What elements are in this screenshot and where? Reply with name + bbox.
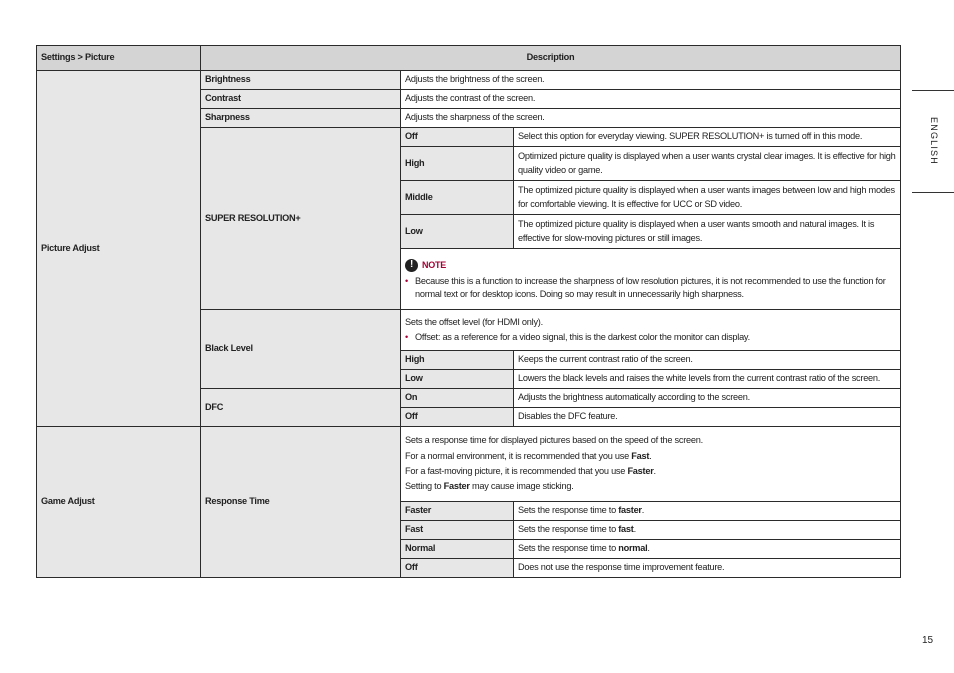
- black-level-bullet: • Offset: as a reference for a video signal, this is the darkest color the monitor can display.: [405, 331, 896, 344]
- note-box: [401, 249, 901, 310]
- language-label: ENGLISH: [929, 117, 939, 165]
- group-label-game-adjust: Game Adjust: [37, 427, 201, 578]
- option-label-dfc-off: Off: [401, 408, 514, 427]
- note-heading: [405, 259, 896, 272]
- setting-label-contrast: Contrast: [201, 90, 401, 109]
- option-desc-dfc-on: Adjusts the brightness automatically according to the screen.: [514, 389, 901, 408]
- option-label-rt-normal: Normal: [401, 540, 514, 559]
- note-title: NOTE: [422, 259, 447, 270]
- option-desc-rt-faster: Sets the response time to faster.: [514, 502, 901, 521]
- response-time-line-4: Setting to Faster may cause image sticking.: [405, 481, 574, 492]
- option-desc-sr-low: The optimized picture quality is displayed when a user wants smooth and natural images. It is effective for slow-moving pictures or still images.: [514, 215, 901, 249]
- setting-label-dfc: DFC: [201, 389, 401, 427]
- note-exclamation-icon: !: [405, 259, 418, 272]
- table-row: [37, 71, 901, 90]
- option-desc-rt-normal: Sets the response time to normal.: [514, 540, 901, 559]
- header-settings-path: Settings > Picture: [37, 46, 201, 71]
- response-time-intro-cell: [401, 427, 901, 502]
- settings-table: [36, 45, 901, 578]
- table-header-row: [37, 46, 901, 71]
- language-side-tab: [912, 90, 954, 193]
- option-label-dfc-on: On: [401, 389, 514, 408]
- setting-label-response-time: Response Time: [201, 427, 401, 578]
- option-label-rt-off: Off: [401, 559, 514, 578]
- option-desc-rt-off: Does not use the response time improvement feature.: [514, 559, 901, 578]
- option-label-black-high: High: [401, 351, 514, 370]
- option-desc-dfc-off: Disables the DFC feature.: [514, 408, 901, 427]
- option-desc-rt-fast: Sets the response time to fast.: [514, 521, 901, 540]
- option-desc-black-low: Lowers the black levels and raises the white levels from the current contrast ratio of the screen.: [514, 370, 901, 389]
- page-number: 15: [922, 635, 934, 646]
- black-level-intro-cell: [401, 310, 901, 351]
- option-label-sr-middle: Middle: [401, 181, 514, 215]
- setting-label-black-level: Black Level: [201, 310, 401, 389]
- black-level-intro: Sets the offset level (for HDMI only).: [405, 316, 543, 327]
- group-label-picture-adjust: Picture Adjust: [37, 71, 201, 427]
- setting-desc-sharpness: Adjusts the sharpness of the screen.: [401, 109, 901, 128]
- response-time-line-2: For a normal environment, it is recommended that you use Fast.: [405, 450, 652, 461]
- setting-desc-contrast: Adjusts the contrast of the screen.: [401, 90, 901, 109]
- option-label-rt-faster: Faster: [401, 502, 514, 521]
- option-label-rt-fast: Fast: [401, 521, 514, 540]
- table-row: [37, 427, 901, 502]
- setting-label-super-resolution: SUPER RESOLUTION+: [201, 128, 401, 310]
- option-desc-sr-off: Select this option for everyday viewing. SUPER RESOLUTION+ is turned off in this mode.: [514, 128, 901, 147]
- option-label-sr-high: High: [401, 147, 514, 181]
- header-description: Description: [201, 46, 901, 71]
- note-text: • Because this is a function to increase the sharpness of low resolution pictures, it is not recommended to use the function for normal text or for desktop icons. Doing so may result in unnecessarily high sharpness.: [405, 275, 896, 302]
- response-time-line-3: For a fast-moving picture, it is recommended that you use Faster.: [405, 466, 656, 476]
- option-label-sr-low: Low: [401, 215, 514, 249]
- response-time-line-1: Sets a response time for displayed pictures based on the speed of the screen.: [405, 435, 703, 446]
- setting-label-brightness: Brightness: [201, 71, 401, 90]
- option-desc-black-high: Keeps the current contrast ratio of the screen.: [514, 351, 901, 370]
- option-desc-sr-middle: The optimized picture quality is displayed when a user wants images between low and high modes for comfortable viewing. It is effective for UCC or SD video.: [514, 181, 901, 215]
- setting-desc-brightness: Adjusts the brightness of the screen.: [401, 71, 901, 90]
- option-label-sr-off: Off: [401, 128, 514, 147]
- option-desc-sr-high: Optimized picture quality is displayed when a user wants crystal clear images. It is effective for high quality video or game.: [514, 147, 901, 181]
- setting-label-sharpness: Sharpness: [201, 109, 401, 128]
- option-label-black-low: Low: [401, 370, 514, 389]
